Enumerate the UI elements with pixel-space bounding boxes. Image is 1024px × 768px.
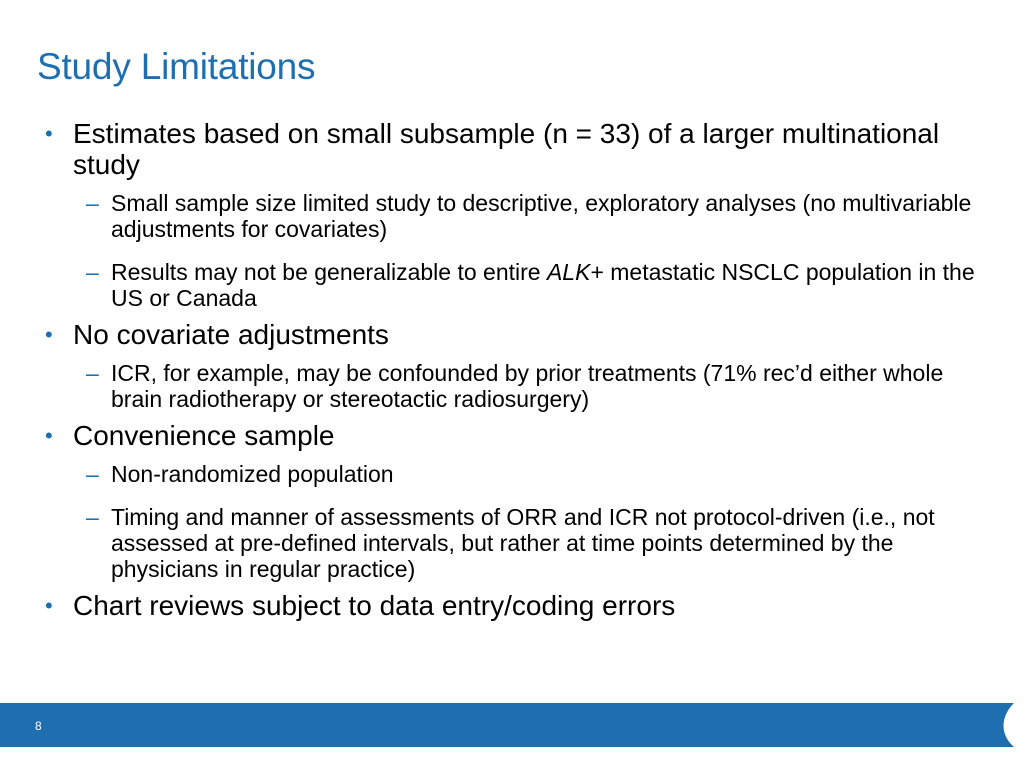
footer-bar [0, 703, 1024, 747]
sub-bullet-text: ICR, for example, may be confounded by prior treatments (71% rec’d either whole brain radiotherapy or stereotactic radiosurgery) [111, 360, 944, 412]
sub-bullet-item [0, 461, 994, 487]
sub-bullet-item [0, 190, 994, 242]
sub-bullet-text [111, 259, 975, 311]
sub-bullet-text-pre: Results may not be generalizable to entire [111, 259, 547, 285]
slide-body [0, 118, 1024, 631]
bullet-group [0, 590, 1024, 621]
footer-curve-decoration [974, 695, 1024, 755]
bullet-item [0, 118, 994, 180]
sub-bullet-text-post: + metastatic NSCLC population in the US or Canada [111, 259, 975, 311]
sub-bullet-item [0, 360, 994, 412]
sub-bullet-item [0, 259, 994, 311]
page-number: 8 [35, 719, 42, 733]
bullet-group [0, 319, 1024, 412]
bullet-text: Chart reviews subject to data entry/coding errors [73, 590, 676, 621]
bullet-group [0, 420, 1024, 582]
dash-icon: – [86, 504, 99, 530]
bullet-icon: • [45, 322, 53, 347]
dash-icon: – [86, 259, 99, 285]
bullet-text: Estimates based on small subsample (n = 33) of a larger multinational study [73, 118, 940, 180]
bullet-item [0, 319, 994, 350]
sub-bullet-item [0, 504, 994, 582]
bullet-text: No covariate adjustments [73, 319, 389, 350]
slide-title: Study Limitations [37, 46, 316, 87]
bullet-icon: • [45, 593, 53, 618]
alk-gene-label: ALK [546, 259, 591, 285]
bullet-icon: • [45, 121, 53, 146]
dash-icon: – [86, 461, 99, 487]
sub-bullet-text: Non-randomized population [111, 461, 394, 487]
dash-icon: – [86, 190, 99, 216]
bullet-item [0, 590, 994, 621]
bullet-icon: • [45, 423, 53, 448]
sub-bullet-text: Small sample size limited study to descriptive, exploratory analyses (no multivariable adjustments for covariates) [111, 190, 972, 242]
dash-icon: – [86, 360, 99, 386]
bullet-group [0, 118, 1024, 311]
bullet-item [0, 420, 994, 451]
bullet-text: Convenience sample [73, 420, 335, 451]
sub-bullet-text: Timing and manner of assessments of ORR and ICR not protocol-driven (i.e., not assessed at pre-defined intervals, but rather at time points determined by the physicians in regular practice) [111, 504, 935, 582]
